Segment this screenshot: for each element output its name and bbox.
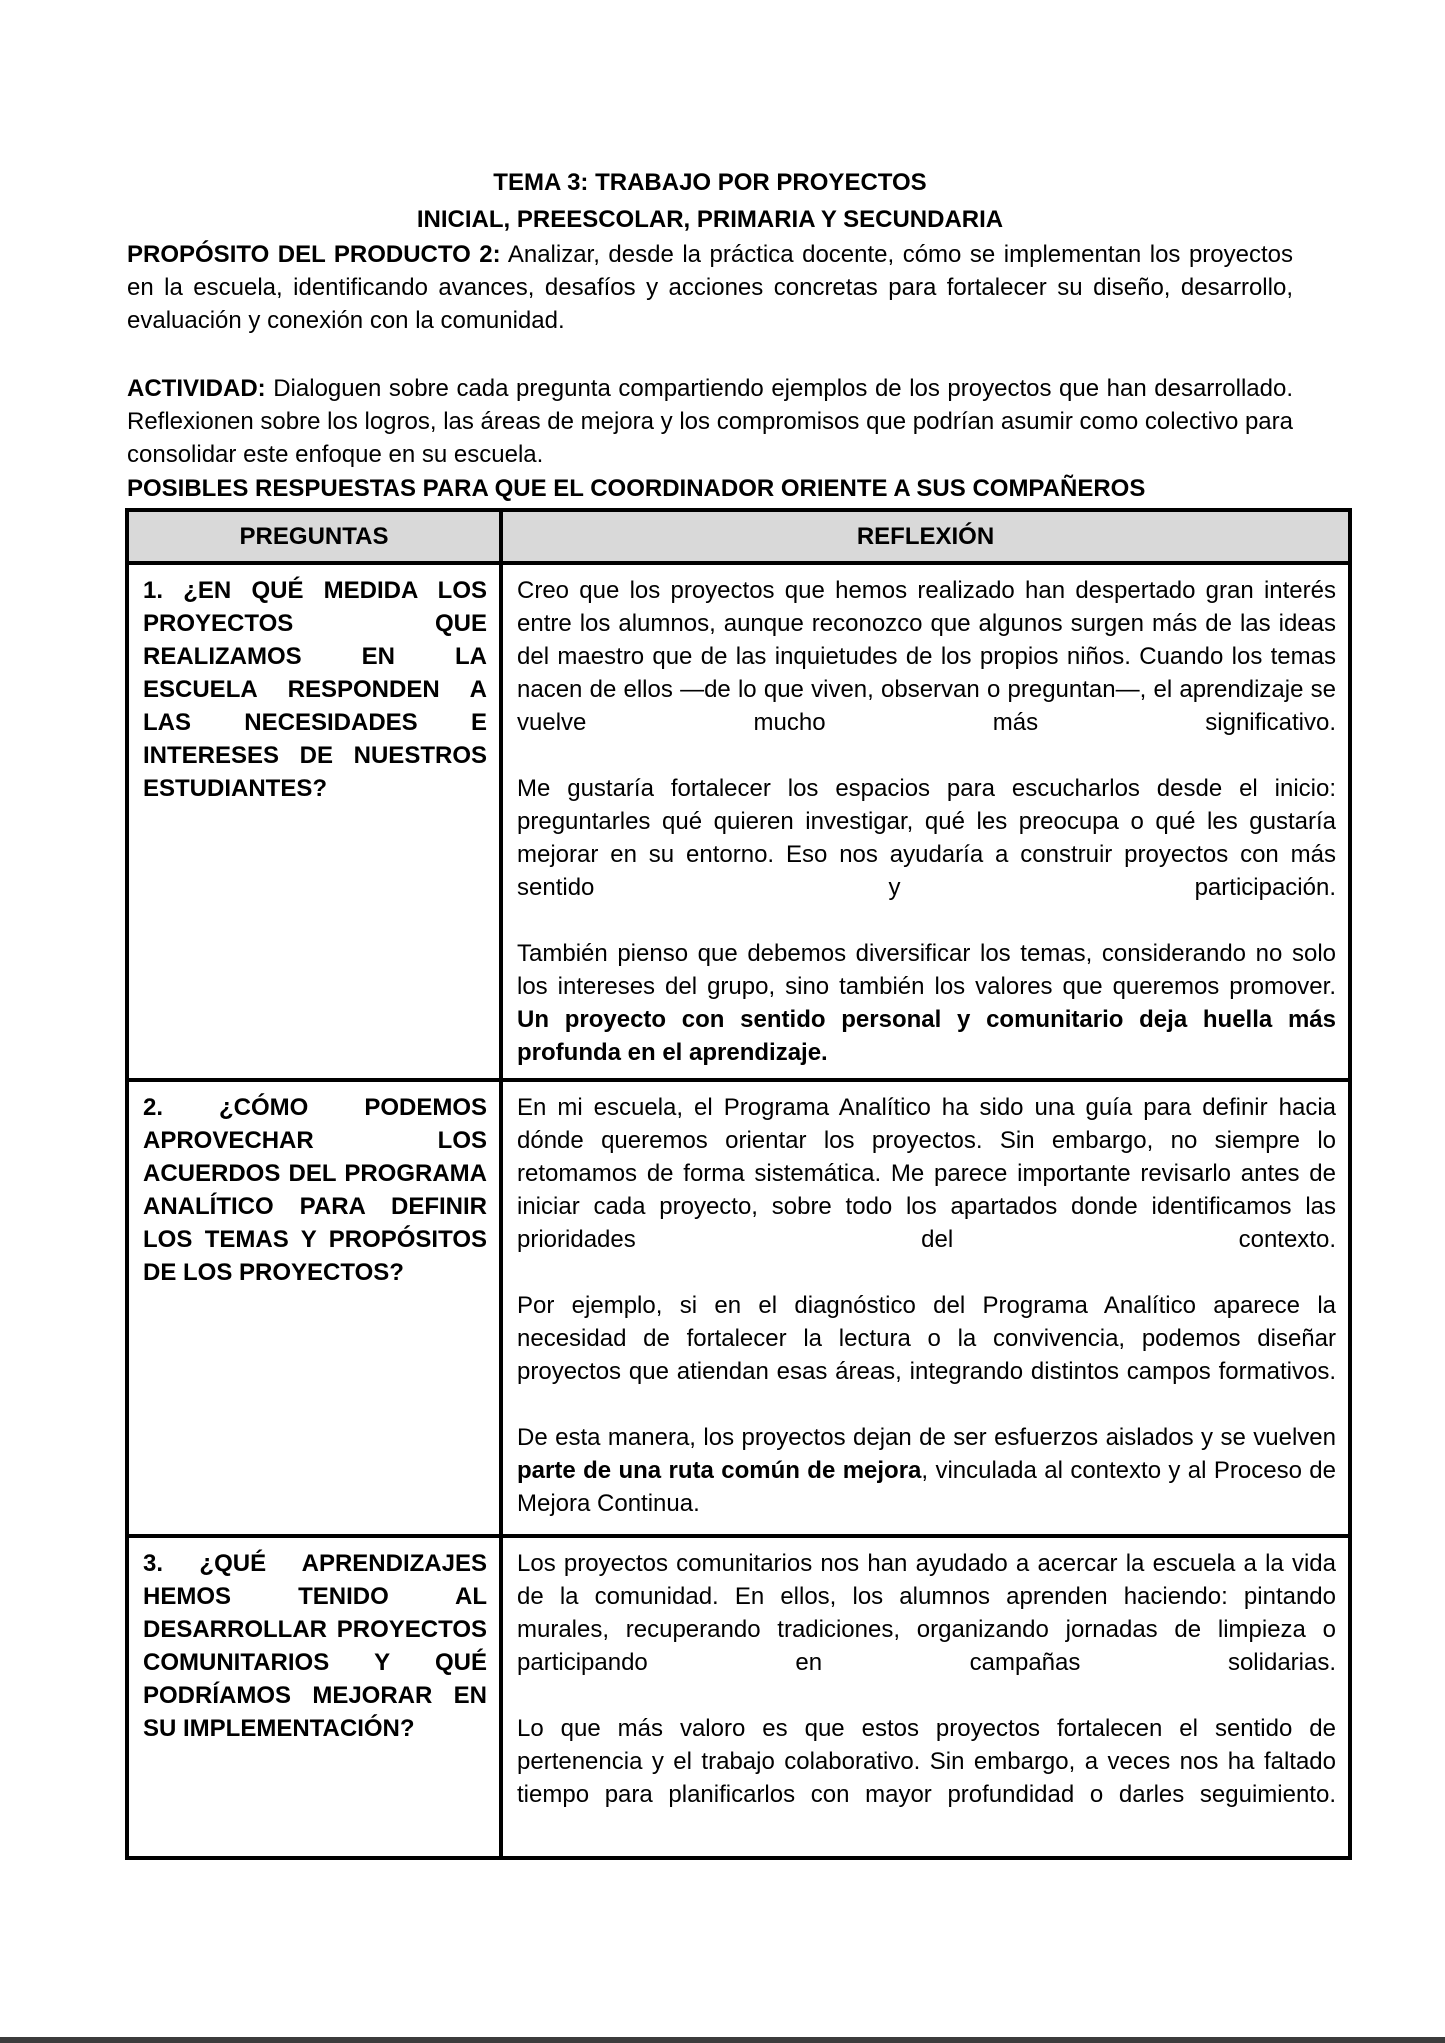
document-title-line2: INICIAL, PREESCOLAR, PRIMARIA Y SECUNDARIA	[416, 206, 1004, 233]
reflection-1-paragraph-3-bold: Un proyecto con sentido personal y comunitario deja huella más profunda en el aprendizaje.	[517, 1006, 1336, 1066]
page-bottom-edge	[0, 2037, 1445, 2043]
question-3-text: 3. ¿QUÉ APRENDIZAJES HEMOS TENIDO AL DESARROLLAR PROYECTOS COMUNITARIOS Y QUÉ PODRÍAMOS MEJORAR EN SU IMPLEMENTACIÓN?	[143, 1550, 487, 1742]
question-cell-2	[127, 1080, 501, 1536]
actividad-paragraph	[127, 372, 1293, 471]
question-cell-1	[127, 563, 501, 1080]
reflection-cell-2	[501, 1080, 1350, 1536]
table-header-row	[127, 510, 1350, 563]
table-heading: POSIBLES RESPUESTAS PARA QUE EL COORDINADOR ORIENTE A SUS COMPAÑEROS	[127, 475, 1146, 502]
question-1-text: 1. ¿EN QUÉ MEDIDA LOS PROYECTOS QUE REALIZAMOS EN LA ESCUELA RESPONDEN A LAS NECESIDADES E INTERESES DE NUESTROS ESTUDIANTES?	[143, 577, 487, 802]
document-header	[127, 164, 1293, 505]
proposito-paragraph	[127, 238, 1293, 337]
table-row-3	[127, 1536, 1350, 1858]
question-2-text: 2. ¿CÓMO PODEMOS APROVECHAR LOS ACUERDOS DEL PROGRAMA ANALÍTICO PARA DEFINIR LOS TEMAS Y PROPÓSITOS DE LOS PROYECTOS?	[143, 1094, 487, 1286]
reflection-2-paragraph-3-bold: parte de una ruta común de mejora	[517, 1457, 922, 1484]
reflection-2-paragraph-3-post: , vinculada al contexto y al Proceso de Mejora Continua.	[517, 1457, 1336, 1517]
actividad-text: Dialoguen sobre cada pregunta compartiendo ejemplos de los proyectos que han desarrollado. Reflexionen sobre los logros, las áreas de mejora y los compromisos que podrían asumir como colectivo para consolidar este enfoque en su escuela.	[127, 375, 1293, 468]
reflection-2-paragraph-1: En mi escuela, el Programa Analítico ha sido una guía para definir hacia dónde queremos orientar los proyectos. Sin embargo, no siempre lo retomamos de forma sistemática. Me parece importante revisarlo antes de iniciar cada proyecto, sobre todo los apartados donde identificamos las prioridades del contexto.	[517, 1094, 1336, 1253]
column-header-reflexion: REFLEXIÓN	[501, 510, 1350, 563]
table-row-2	[127, 1080, 1350, 1536]
actividad-label: ACTIVIDAD:	[127, 375, 266, 402]
reflection-2-paragraph-3-pre: De esta manera, los proyectos dejan de ser esfuerzos aislados y se vuelven	[517, 1424, 1336, 1451]
reflection-1-paragraph-3	[517, 937, 1336, 1069]
question-cell-3	[127, 1536, 501, 1858]
reflection-1-paragraph-1: Creo que los proyectos que hemos realizado han despertado gran interés entre los alumnos, aunque reconozco que algunos surgen más de las ideas del maestro que de las inquietudes de los propios niños. Cuando los temas nacen de ellos —de lo que viven, observan o preguntan—, el aprendizaje se vuelve mucho más significativo.	[517, 577, 1336, 736]
reflection-2-paragraph-2: Por ejemplo, si en el diagnóstico del Programa Analítico aparece la necesidad de fortalecer la lectura o la convivencia, podemos diseñar proyectos que atiendan esas áreas, integrando distintos campos formativos.	[517, 1292, 1336, 1385]
responses-table	[125, 508, 1352, 1860]
reflection-3-paragraph-2: Lo que más valoro es que estos proyectos fortalecen el sentido de pertenencia y el trabajo colaborativo. Sin embargo, a veces nos ha faltado tiempo para planificarlos con mayor profundidad o darles seguimiento.	[517, 1715, 1336, 1808]
reflection-2-paragraph-3	[517, 1421, 1336, 1520]
proposito-label: PROPÓSITO DEL PRODUCTO 2:	[127, 241, 501, 268]
reflection-cell-1	[501, 563, 1350, 1080]
reflection-1-paragraph-2: Me gustaría fortalecer los espacios para escucharlos desde el inicio: preguntarles qué quieren investigar, qué les preocupa o qué les gustaría mejorar en su entorno. Eso nos ayudaría a construir proyectos con más sentido y participación.	[517, 775, 1336, 901]
proposito-text: Analizar, desde la práctica docente, cómo se implementan los proyectos en la escuela, identificando avances, desafíos y acciones concretas para fortalecer su diseño, desarrollo, evaluación y conexión con la comunidad.	[127, 241, 1293, 334]
reflection-cell-3	[501, 1536, 1350, 1858]
reflection-3-paragraph-1: Los proyectos comunitarios nos han ayudado a acercar la escuela a la vida de la comunidad. En ellos, los alumnos aprenden haciendo: pintando murales, recuperando tradiciones, organizando jornadas de limpieza o participando en campañas solidarias.	[517, 1550, 1336, 1676]
column-header-preguntas: PREGUNTAS	[127, 510, 501, 563]
table-row-1	[127, 563, 1350, 1080]
document-title-line1: TEMA 3: TRABAJO POR PROYECTOS	[493, 169, 927, 196]
reflection-1-paragraph-3-text: También pienso que debemos diversificar los temas, considerando no solo los intereses del grupo, sino también los valores que queremos promover.	[517, 940, 1336, 1000]
